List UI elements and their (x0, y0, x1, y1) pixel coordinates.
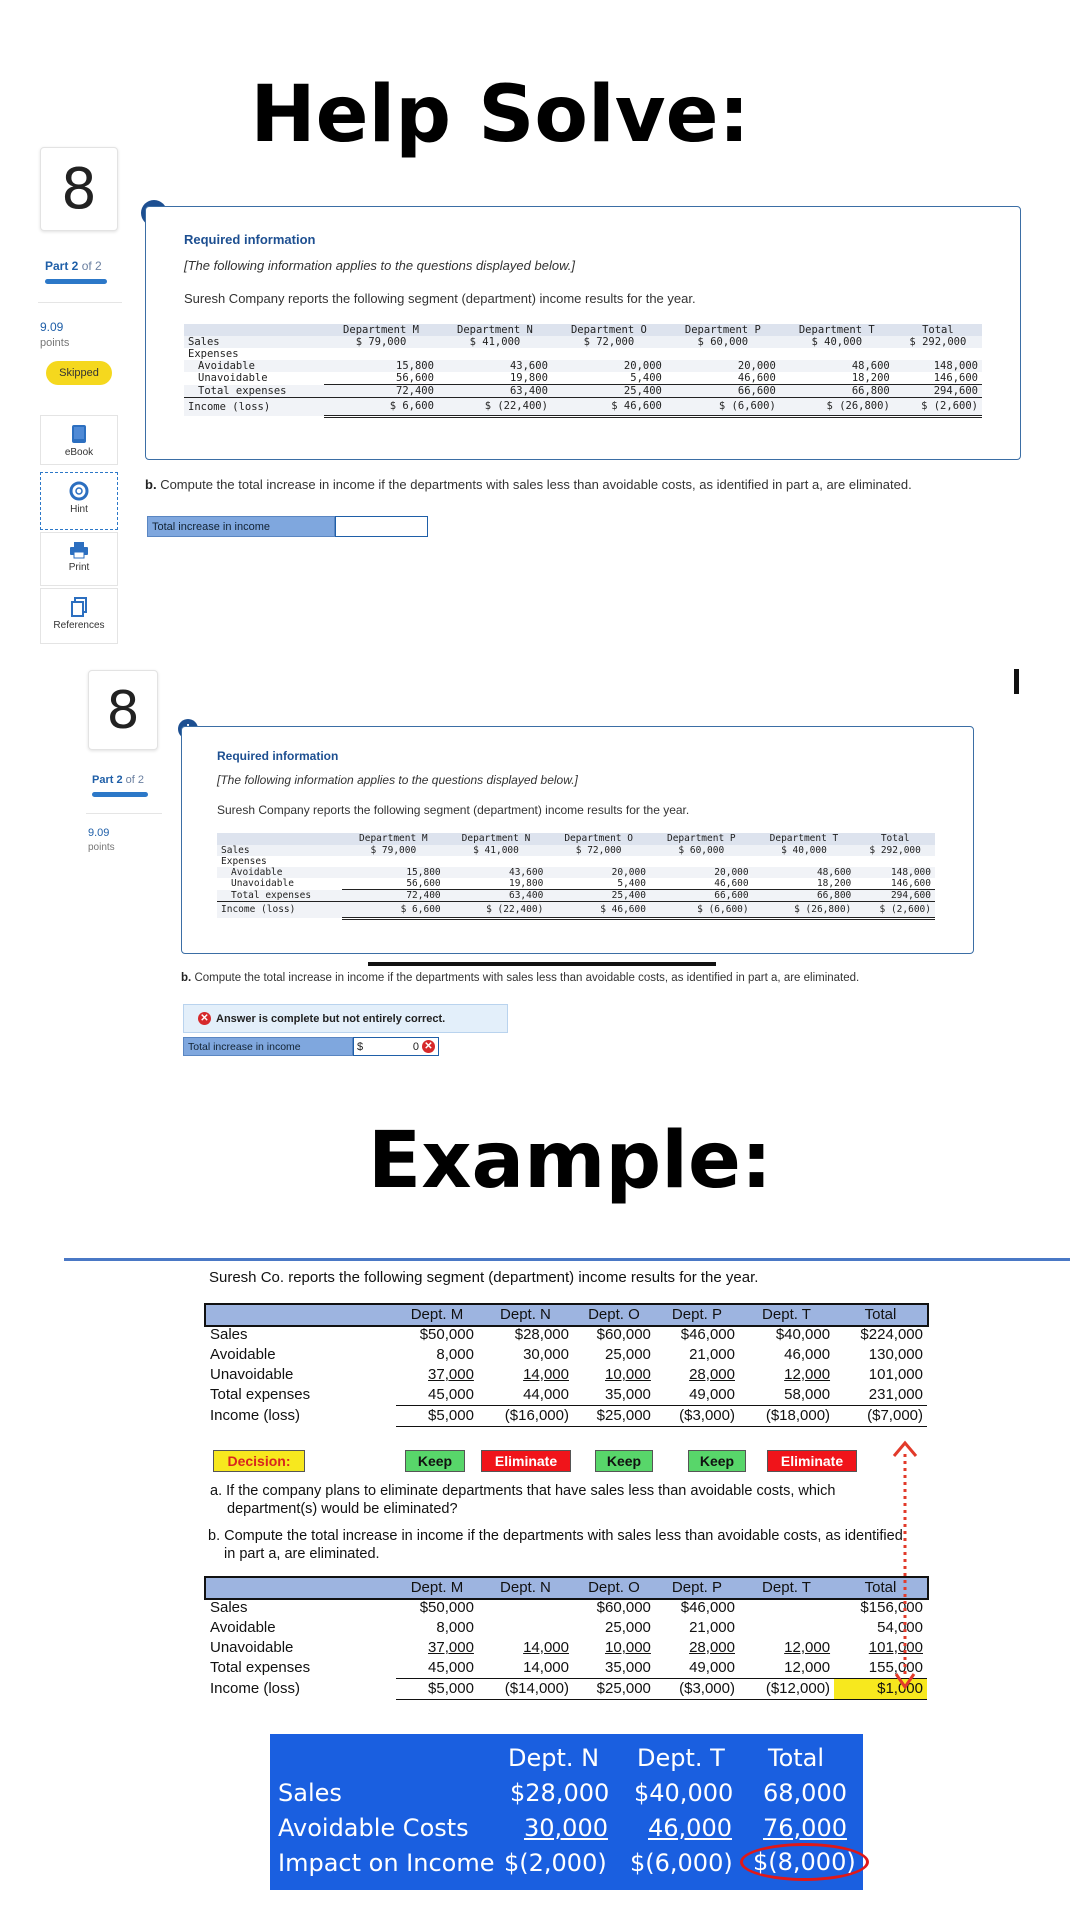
decision-dept-p: Keep (688, 1450, 746, 1472)
status-badge: Skipped (46, 361, 112, 385)
lifebuoy-icon (69, 481, 89, 501)
answer-row-2 (183, 1037, 439, 1056)
circled-total: $(8,000) (740, 1843, 869, 1881)
question-b-2: b. Compute the total increase in income if the departments with sales less than avoidable costs, as identified in part a, are eliminated. (181, 972, 860, 984)
question-b: b. Compute the total increase in income if the departments with sales less than avoidable costs, as identified in part a, are eliminated. (145, 477, 912, 492)
required-info-title-2: Required information (217, 749, 339, 763)
question-number-box (40, 147, 118, 231)
references-button[interactable]: References (40, 588, 118, 644)
example-table: Dept. M Dept. N Dept. O Dept. P Dept. T Total Sales $50,000 $28,000 $60,000 $46,000 $40,000 $224,000 Avoidable 8,000 30,000 25,000 21,000 46,000 130,000 Unavoidable 37,000 14,000 10,000 28,000 12,000 101,000 Total expenses 45,000 44,000 35,000 49,000 58,000 231,000 Income (loss) $5,000 ($16,000) $25,000 ($3,000) ($18,000) ($7,000) (206, 1305, 927, 1427)
redaction-bar (368, 962, 716, 966)
summary-row-label: Avoidable Costs (278, 1814, 469, 1842)
book-icon (70, 424, 88, 444)
highlighted-total: $1,000 (834, 1679, 927, 1700)
answer-row (147, 516, 428, 537)
incorrect-icon: ✕ (422, 1040, 435, 1053)
example-table-2: Dept. M Dept. N Dept. O Dept. P Dept. T Total Sales $50,000 $60,000 $46,000 $156,000 Avoidable 8,000 25,000 21,000 54,000 Unavoidable 37,000 14,000 10,000 28,000 12,000 101,000 Total expenses 45,000 14,000 35,000 49,000 12,000 155,000 Income (loss) $5,000 ($14,000) $25,000 ($3,000) ($12,000) $1,000 (206, 1578, 927, 1700)
summary-header-dept-n: Dept. N (508, 1744, 600, 1772)
question-number-box-2 (88, 670, 158, 750)
summary-box: Dept. N Dept. T Total Sales $28,000 $40,000 68,000 Avoidable Costs 30,000 46,000 76,000 Impact on Income $(2,000) $(6,000) $(8,000) (270, 1734, 863, 1890)
printer-icon (69, 541, 89, 559)
headline-example: Example: (367, 1116, 773, 1206)
summary-row-label: Sales (278, 1779, 342, 1807)
summary-row-label: Impact on Income (278, 1849, 495, 1877)
total-increase-input-2[interactable]: $ 0 ✕ (353, 1037, 439, 1056)
answer-label: Total increase in income (147, 516, 335, 537)
hint-button[interactable]: Hint (40, 472, 118, 530)
summary-header-dept-t: Dept. T (637, 1744, 725, 1772)
references-icon (70, 597, 88, 617)
intro-text-2: Suresh Company reports the following segment (department) income results for the year. (217, 803, 690, 817)
required-info-title: Required information (184, 232, 316, 247)
section-divider (64, 1258, 1070, 1261)
part-progress-bar (45, 279, 107, 284)
part-indicator: Part 2 of 2 (45, 259, 102, 273)
decision-label: Decision: (213, 1450, 305, 1472)
points-value: 9.09 (40, 320, 64, 334)
required-info-panel (145, 206, 1021, 460)
decision-dept-n: Eliminate (481, 1450, 571, 1472)
part-indicator-2: Part 2 of 2 (92, 774, 144, 786)
points-label: points (40, 337, 70, 349)
applies-note-2: [The following information applies to the questions displayed below.] (217, 773, 578, 787)
decision-dept-m: Keep (405, 1450, 465, 1472)
question-number: 8 (61, 157, 97, 222)
segment-table-2: Department M Department N Department O Department P Department T Total Sales $ 79,000 $ 41,000 $ 72,000 $ 60,000 $ 40,000 $ 292,000 Expenses Avoidable 15,800 43,600 20,000 20,000 48,600 148,000 Unavoidable 56,600 19,800 5,400 46,600 18,200 146,600 Total expenses 72,400 63,400 25,400 66,600 66,800 294,600 Income (loss) $ 6,600 $ (22,400) $ 46,600 $ (6,600) $ (26,800) $ (2,600) (217, 833, 935, 920)
example-intro: Suresh Co. reports the following segment (department) income results for the year. (209, 1269, 759, 1286)
answer-status-banner: ✕ Answer is complete but not entirely correct. (183, 1004, 508, 1033)
headline-help-solve: Help Solve: (250, 70, 750, 160)
answer-label-2: Total increase in income (183, 1037, 353, 1056)
segment-table: Department M Department N Department O Department P Department T Total Sales $ 79,000 $ 41,000 $ 72,000 $ 60,000 $ 40,000 $ 292,000 Expenses Avoidable 15,800 43,600 20,000 20,000 48,600 148,000 Unavoidable 56,600 19,800 5,400 46,600 18,200 146,600 Total expenses 72,400 63,400 25,400 66,600 66,800 294,600 Income (loss) $ 6,600 $ (22,400) $ 46,600 $ (6,600) $ (26,800) $ (2,600) (184, 324, 982, 418)
text-cursor-mark (1014, 669, 1019, 694)
print-button[interactable]: Print (40, 532, 118, 586)
example-question-a: a. If the company plans to eliminate departments that have sales less than avoidable costs, which department(s) would be eliminated? (210, 1483, 836, 1517)
error-icon: ✕ (198, 1012, 211, 1025)
total-increase-input[interactable] (335, 516, 428, 537)
question-number-2: 8 (106, 681, 140, 741)
points-value-2: 9.09 (88, 827, 110, 839)
part-progress-bar-2 (92, 792, 148, 797)
decision-dept-t: Eliminate (767, 1450, 857, 1472)
points-label-2: points (88, 842, 115, 853)
applies-note: [The following information applies to the questions displayed below.] (184, 258, 575, 273)
decision-dept-o: Keep (595, 1450, 653, 1472)
intro-text: Suresh Company reports the following segment (department) income results for the year. (184, 291, 696, 306)
example-question-b: b. Compute the total increase in income if the departments with sales less than avoidable costs, as identified in part a, are eliminated. (208, 1528, 903, 1562)
required-info-panel-2 (181, 726, 974, 954)
ebook-button[interactable]: eBook (40, 415, 118, 465)
summary-header-total: Total (768, 1744, 825, 1772)
comparison-arrow (890, 1440, 920, 1692)
